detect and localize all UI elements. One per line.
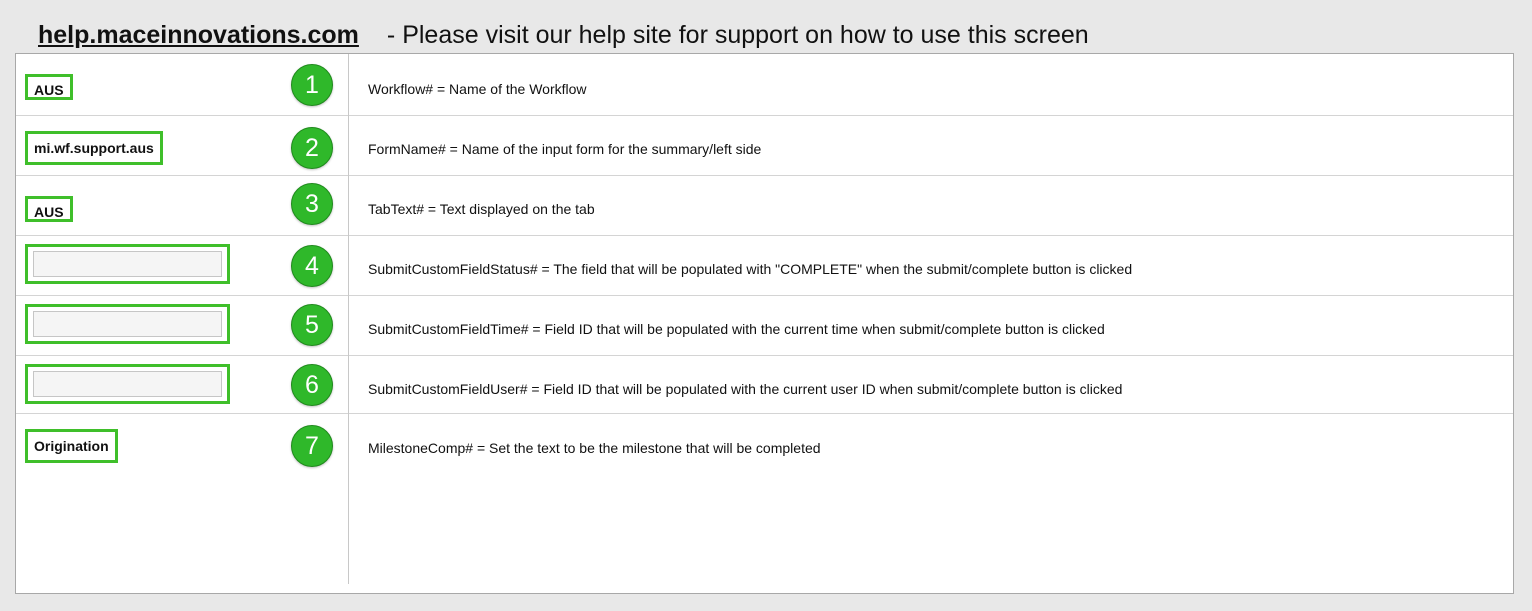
form-name-description: FormName# = Name of the input form for the summary/left side <box>368 141 762 157</box>
help-header <box>38 18 1089 52</box>
submit-user-field[interactable] <box>25 364 230 404</box>
row-separator <box>16 115 348 116</box>
column-divider <box>348 54 349 584</box>
row-separator <box>16 235 348 236</box>
submit-user-input[interactable] <box>33 371 222 397</box>
row-separator <box>349 115 1513 116</box>
workflow-description: Workflow# = Name of the Workflow <box>368 81 587 97</box>
row-separator <box>349 355 1513 356</box>
step-7-badge: 7 <box>291 425 333 467</box>
milestone-description: MilestoneComp# = Set the text to be the milestone that will be completed <box>368 440 821 456</box>
workflow-field[interactable]: AUS <box>25 74 73 100</box>
form-name-field[interactable]: mi.wf.support.aus <box>25 131 163 165</box>
row-separator <box>349 413 1513 414</box>
milestone-field[interactable]: Origination <box>25 429 118 463</box>
settings-panel <box>15 53 1514 594</box>
row-separator <box>16 355 348 356</box>
row-separator <box>349 295 1513 296</box>
step-3-badge: 3 <box>291 183 333 225</box>
tab-text-description: TabText# = Text displayed on the tab <box>368 201 595 217</box>
row-separator <box>16 175 348 176</box>
row-separator <box>16 295 348 296</box>
step-6-badge: 6 <box>291 364 333 406</box>
row-separator <box>16 413 348 414</box>
step-1-badge: 1 <box>291 64 333 106</box>
submit-status-description: SubmitCustomFieldStatus# = The field that will be populated with "COMPLETE" when the submit/complete button is clicked <box>368 261 1133 277</box>
help-header-description: - Please visit our help site for support on how to use this screen <box>386 21 1089 49</box>
row-separator <box>349 235 1513 236</box>
step-2-badge: 2 <box>291 127 333 169</box>
submit-time-field[interactable] <box>25 304 230 344</box>
row-separator <box>349 175 1513 176</box>
submit-status-field[interactable] <box>25 244 230 284</box>
submit-time-description: SubmitCustomFieldTime# = Field ID that will be populated with the current time when submit/complete button is clicked <box>368 321 1105 337</box>
help-site-link[interactable]: help.maceinnovations.com <box>38 21 359 49</box>
step-4-badge: 4 <box>291 245 333 287</box>
tab-text-field[interactable]: AUS <box>25 196 73 222</box>
submit-user-description: SubmitCustomFieldUser# = Field ID that will be populated with the current user ID when submit/complete button is clicked <box>368 381 1123 397</box>
submit-status-input[interactable] <box>33 251 222 277</box>
submit-time-input[interactable] <box>33 311 222 337</box>
step-5-badge: 5 <box>291 304 333 346</box>
